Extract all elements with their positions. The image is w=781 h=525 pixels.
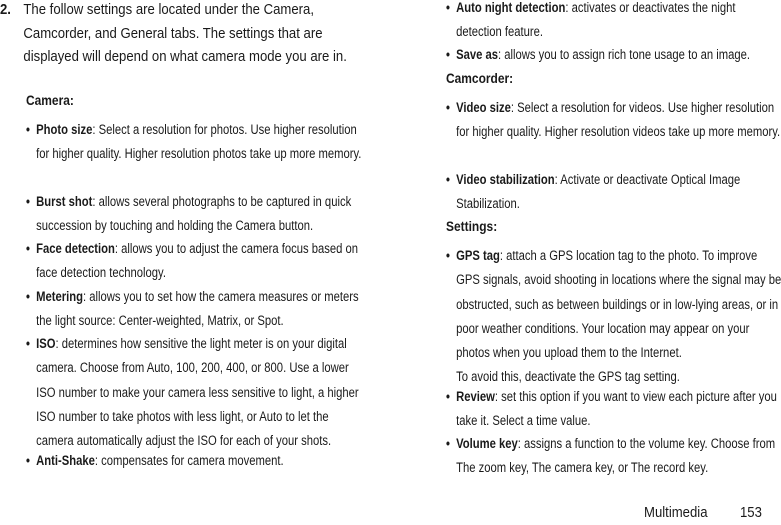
camera-heading: Camera: [26, 93, 74, 108]
bullet-dot: • [446, 389, 450, 404]
term-review: Review [456, 389, 495, 404]
bullet-save-as [446, 43, 781, 67]
step-2 [0, 0, 365, 70]
bullet-anti-shake [26, 449, 367, 473]
bullet-video-stabilization [446, 168, 781, 217]
bullet-gps-tag [446, 244, 781, 390]
desc-volume-key: : assigns a function to the volume key. Choose from The zoom key, The camera key, or The record key. [456, 436, 776, 476]
term-iso: ISO [36, 336, 56, 351]
desc-auto-night-detection: : activates or deactivates the night detection feature. [456, 0, 736, 40]
term-metering: Metering [36, 289, 83, 304]
bullet-dot: • [446, 172, 450, 187]
bullet-dot: • [446, 100, 450, 115]
desc-gps-tag: : attach a GPS location tag to the photo. To improve GPS signals, avoid shooting in locations where the signal may be obstructed, such as between buildings or in low-lying areas, or in poor weather conditions. Your location may appear on your photos when you upload them to the Internet. [456, 248, 781, 361]
bullet-auto-night-detection [446, 0, 781, 45]
page-number: 153 [740, 505, 762, 521]
desc-video-size: : Select a resolution for videos. Use higher resolution for higher quality. Higher resolution videos take up more memory. [456, 100, 781, 140]
bullet-metering [26, 285, 367, 334]
settings-heading: Settings: [446, 219, 498, 234]
footer-section: Multimedia [644, 505, 708, 521]
bullet-dot: • [446, 47, 450, 62]
desc-burst-shot: : allows several photographs to be captured in quick succession by touching and holding the Camera button. [36, 194, 352, 234]
bullet-review [446, 385, 781, 434]
desc-metering: : allows you to set how the camera measures or meters the light source: Center-weighted, Matrix, or Spot. [36, 289, 359, 329]
gps-tag-note: To avoid this, deactivate the GPS tag setting. [456, 369, 680, 385]
term-save-as: Save as [456, 47, 498, 62]
bullet-face-detection [26, 237, 367, 286]
bullet-iso [26, 332, 367, 453]
term-burst-shot: Burst shot [36, 194, 93, 209]
bullet-dot: • [446, 248, 450, 263]
desc-iso: : determines how sensitive the light meter is on your digital camera. Choose from Auto, 100, 200, 400, or 800. Use a lower ISO number to make your camera less sensitive to light, a higher ISO number to take photos with less light, or Auto to let the camera automatically adjust the ISO for each of your shots. [36, 336, 359, 449]
desc-photo-size: : Select a resolution for photos. Use higher resolution for higher quality. Higher resolution photos take up more memory. [36, 122, 362, 162]
term-photo-size: Photo size [36, 122, 93, 137]
bullet-dot: • [26, 453, 30, 468]
desc-video-stabilization: : Activate or deactivate Optical Image Stabilization. [456, 172, 741, 212]
bullet-burst-shot [26, 190, 367, 239]
bullet-dot: • [26, 336, 30, 351]
step-number: 2. [0, 2, 11, 18]
camcorder-heading: Camcorder: [446, 71, 514, 86]
bullet-dot: • [26, 241, 30, 256]
term-anti-shake: Anti-Shake [36, 453, 95, 468]
bullet-dot: • [446, 0, 450, 15]
term-video-stabilization: Video stabilization [456, 172, 555, 187]
bullet-photo-size [26, 118, 367, 167]
term-gps-tag: GPS tag [456, 248, 500, 263]
term-auto-night-detection: Auto night detection [456, 0, 566, 15]
term-volume-key: Volume key [456, 436, 518, 451]
desc-save-as: : allows you to assign rich tone usage to an image. [497, 47, 750, 62]
bullet-dot: • [26, 194, 30, 209]
desc-face-detection: : allows you to adjust the camera focus based on face detection technology. [36, 241, 359, 281]
bullet-dot: • [26, 289, 30, 304]
bullet-video-size [446, 96, 781, 145]
desc-review: : set this option if you want to view each picture after you take it. Select a time value. [456, 389, 777, 429]
term-video-size: Video size [456, 100, 511, 115]
bullet-volume-key [446, 432, 781, 481]
step-text: The follow settings are located under the Camera, Camcorder, and General tabs. The settings that are displayed will depend on what camera mode you are in. [23, 2, 347, 66]
desc-anti-shake: : compensates for camera movement. [94, 453, 284, 468]
bullet-dot: • [26, 122, 30, 137]
bullet-dot: • [446, 436, 450, 451]
term-face-detection: Face detection [36, 241, 115, 256]
